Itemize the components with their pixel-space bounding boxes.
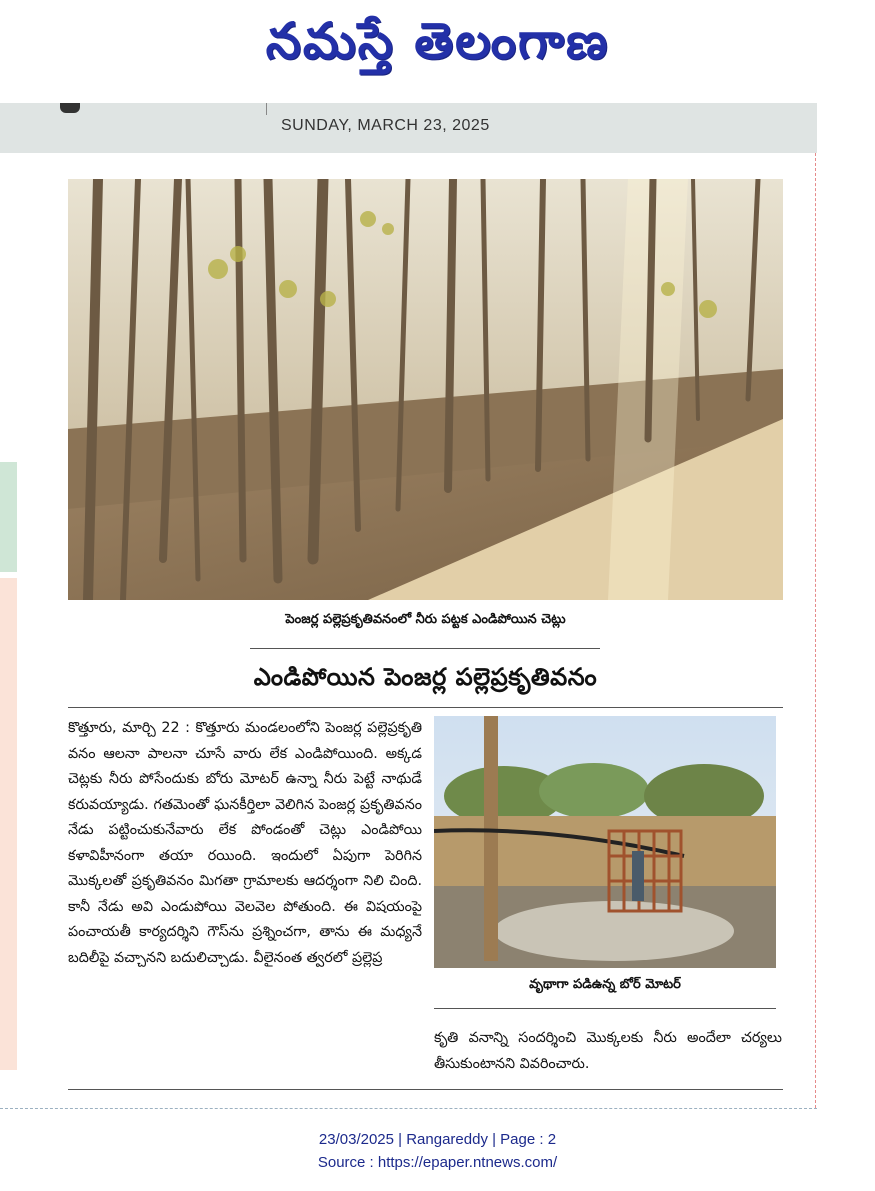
- masthead: [0, 0, 875, 95]
- photo-caption: పెంజర్ల పల్లెప్రకృతివనంలో నీరు పట్టక ఎండిపోయిన చెట్లు: [285, 612, 566, 627]
- forest-photo: [68, 179, 783, 600]
- page-border: [815, 153, 816, 1108]
- article-headline: ఎండిపోయిన పెంజర్ల పల్లెప్రకృతివనం: [253, 663, 598, 691]
- article-text: కొత్తూరు, మార్చి 22 : కొత్తూరు మండలంలోని పెంజర్ల పల్లెప్రకృతి వనం ఆలనా పాలనా చూసే వారు లేక ఎండిపోయింది. అక్కడ చెట్లకు నీరు పోసేందుకు బోరు మోటర్ ఉన్నా నీరు పెట్టే నాథుడే కరువయ్యాడు. గతమెంతో ఘనకీర్తిలా వెలిగిన పెంజర్ల ప్రకృతివనం నేడు పట్టించుకునేవారు లేక పోండంతో చెట్లు ఎండిపోయి కళావిహీనంగా తయా రయింది. ఇందులో ఏపుగా పెరిగిన మొక్కలతో ప్రకృతివనం మిగతా గ్రామాలకు ఆదర్శంగా నిలి చింది. కానీ నేడు అవి ఎండుపోయి వెలవెల పోతుంది. ఈ విషయంపై పంచాయతీ కార్యదర్శిని గౌస్‌ను ప్రశ్నించగా, తాను ఈ మధ్యనే బదిలీపై వచ్చానని బదులిచ్చాడు. వీలైనంత త్వరలో ప్రల్లెప్ర: [68, 720, 422, 966]
- page-footer: [0, 1128, 875, 1174]
- divider: [68, 707, 783, 708]
- article-text: కృతి వనాన్ని సందర్శించి మొక్కలకు నీరు అందేలా చర్యలు తీసుకుంటానని వివరించారు.: [434, 1030, 782, 1072]
- photo-caption: వృథాగా పడిఉన్న బోర్ మోటర్: [529, 977, 681, 992]
- divider: [68, 1089, 783, 1090]
- masthead-logo-fragment: [60, 103, 80, 113]
- margin-strip: [0, 462, 17, 572]
- footer-source: Source : https://epaper.ntnews.com/: [317, 1154, 558, 1171]
- divider: [266, 103, 267, 115]
- divider: [250, 648, 600, 649]
- divider: [434, 1008, 776, 1009]
- margin-strip: [0, 578, 17, 1070]
- article-body-left: [68, 716, 422, 971]
- newspaper-title: నమస్తే తెలంగాణ: [265, 12, 610, 70]
- article-body-right: [434, 1026, 782, 1077]
- edition-date: SUNDAY, MARCH 23, 2025: [281, 117, 490, 134]
- footer-edition-info: 23/03/2025 | Rangareddy | Page : 2: [318, 1131, 557, 1148]
- page-border: [0, 1108, 817, 1109]
- bore-motor-photo: [434, 716, 776, 968]
- date-band: [0, 103, 817, 153]
